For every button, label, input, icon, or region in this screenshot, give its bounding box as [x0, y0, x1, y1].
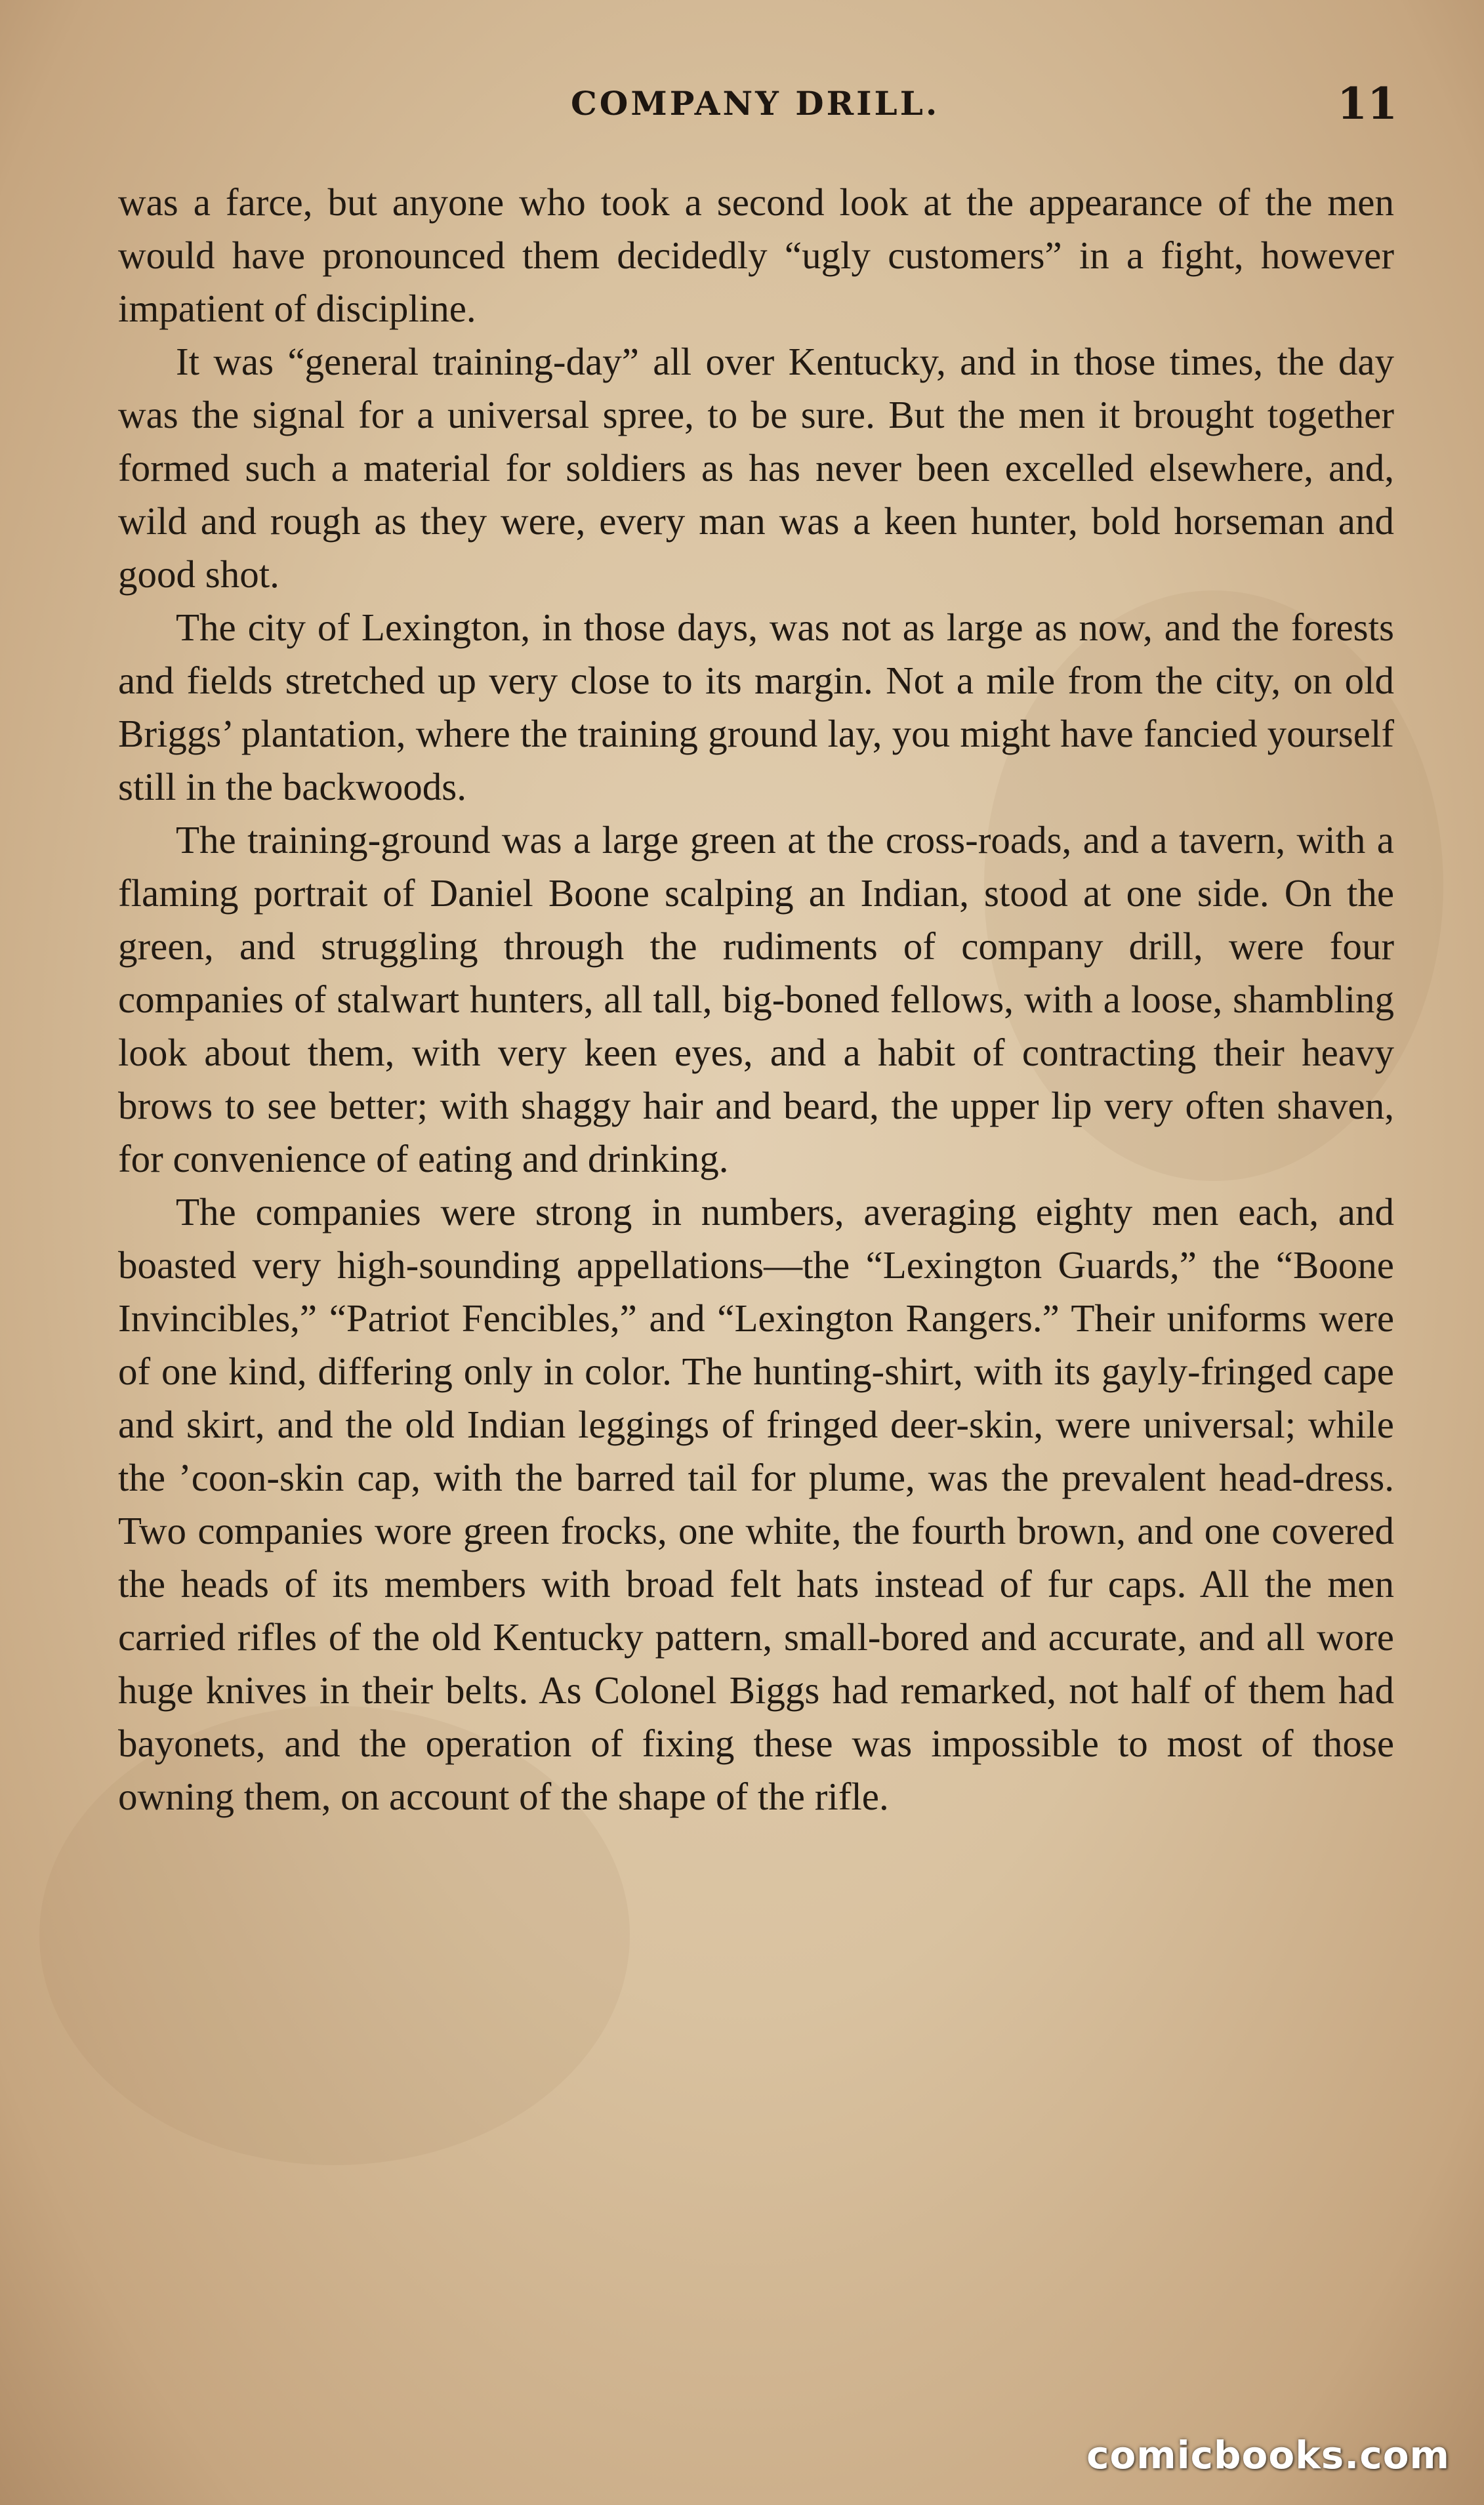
watermark: comicbooks.com [1086, 2433, 1450, 2477]
running-title: COMPANY DRILL. [571, 84, 940, 123]
paragraph-lexington: The city of Lexington, in those days, was not as large as now, and the forests and fields stretched up very close to its margin. Not a mile from the city, on old Briggs’ plantation, where the training ground lay, you might have fancied yourself still in the backwoods. [118, 606, 1394, 808]
page-number: 11 [1337, 78, 1397, 129]
running-head [0, 77, 1484, 130]
paragraph-continued: was a farce, but anyone who took a second look at the appearance of the men would have pronounced them decidedly “ugly customers” in a fight, however impatient of discipline. [118, 180, 1394, 330]
body-text [118, 176, 1394, 1823]
paragraph-training-ground: The training-ground was a large green at the cross-roads, and a tavern, with a flaming portrait of Daniel Boone scalping an Indian, stood at one side. On the green, and struggling through the rudiments of company drill, were four companies of stalwart hunters, all tall, big-boned fellows, with a loose, shambling look about them, with very keen eyes, and a habit of contracting their heavy brows to see better; with shaggy hair and beard, the upper lip very often shaven, for convenience of eating and drinking. [118, 818, 1394, 1180]
paragraph-companies: The companies were strong in numbers, averaging eighty men each, and boasted very high-sounding appellations—the “Lexington Guards,” the “Boone Invincibles,” “Patriot Fencibles,” and “Lexington Rangers.” Their uniforms were of one kind, differing only in color. The hunting-shirt, with its gayly-fringed cape and skirt, and the old Indian leggings of fringed deer-skin, were universal; while the ’coon-skin cap, with the barred tail for plume, was the prevalent head-dress. Two companies wore green frocks, one white, the fourth brown, and one covered the heads of its members with broad felt hats instead of fur caps. All the men carried rifles of the old Kentucky pattern, small-bored and accurate, and all wore huge knives in their belts. As Colonel Biggs had remarked, not half of them had bayonets, and the operation of fixing these was impossible to most of those owning them, on account of the shape of the rifle. [118, 1190, 1394, 1818]
paragraph-training-day: It was “general training-day” all over Kentucky, and in those times, the day was the signal for a universal spree, to be sure. But the men it brought together formed such a material for soldiers as has never been excelled elsewhere, and, wild and rough as they were, every man was a keen hunter, bold horseman and good shot. [118, 340, 1394, 596]
